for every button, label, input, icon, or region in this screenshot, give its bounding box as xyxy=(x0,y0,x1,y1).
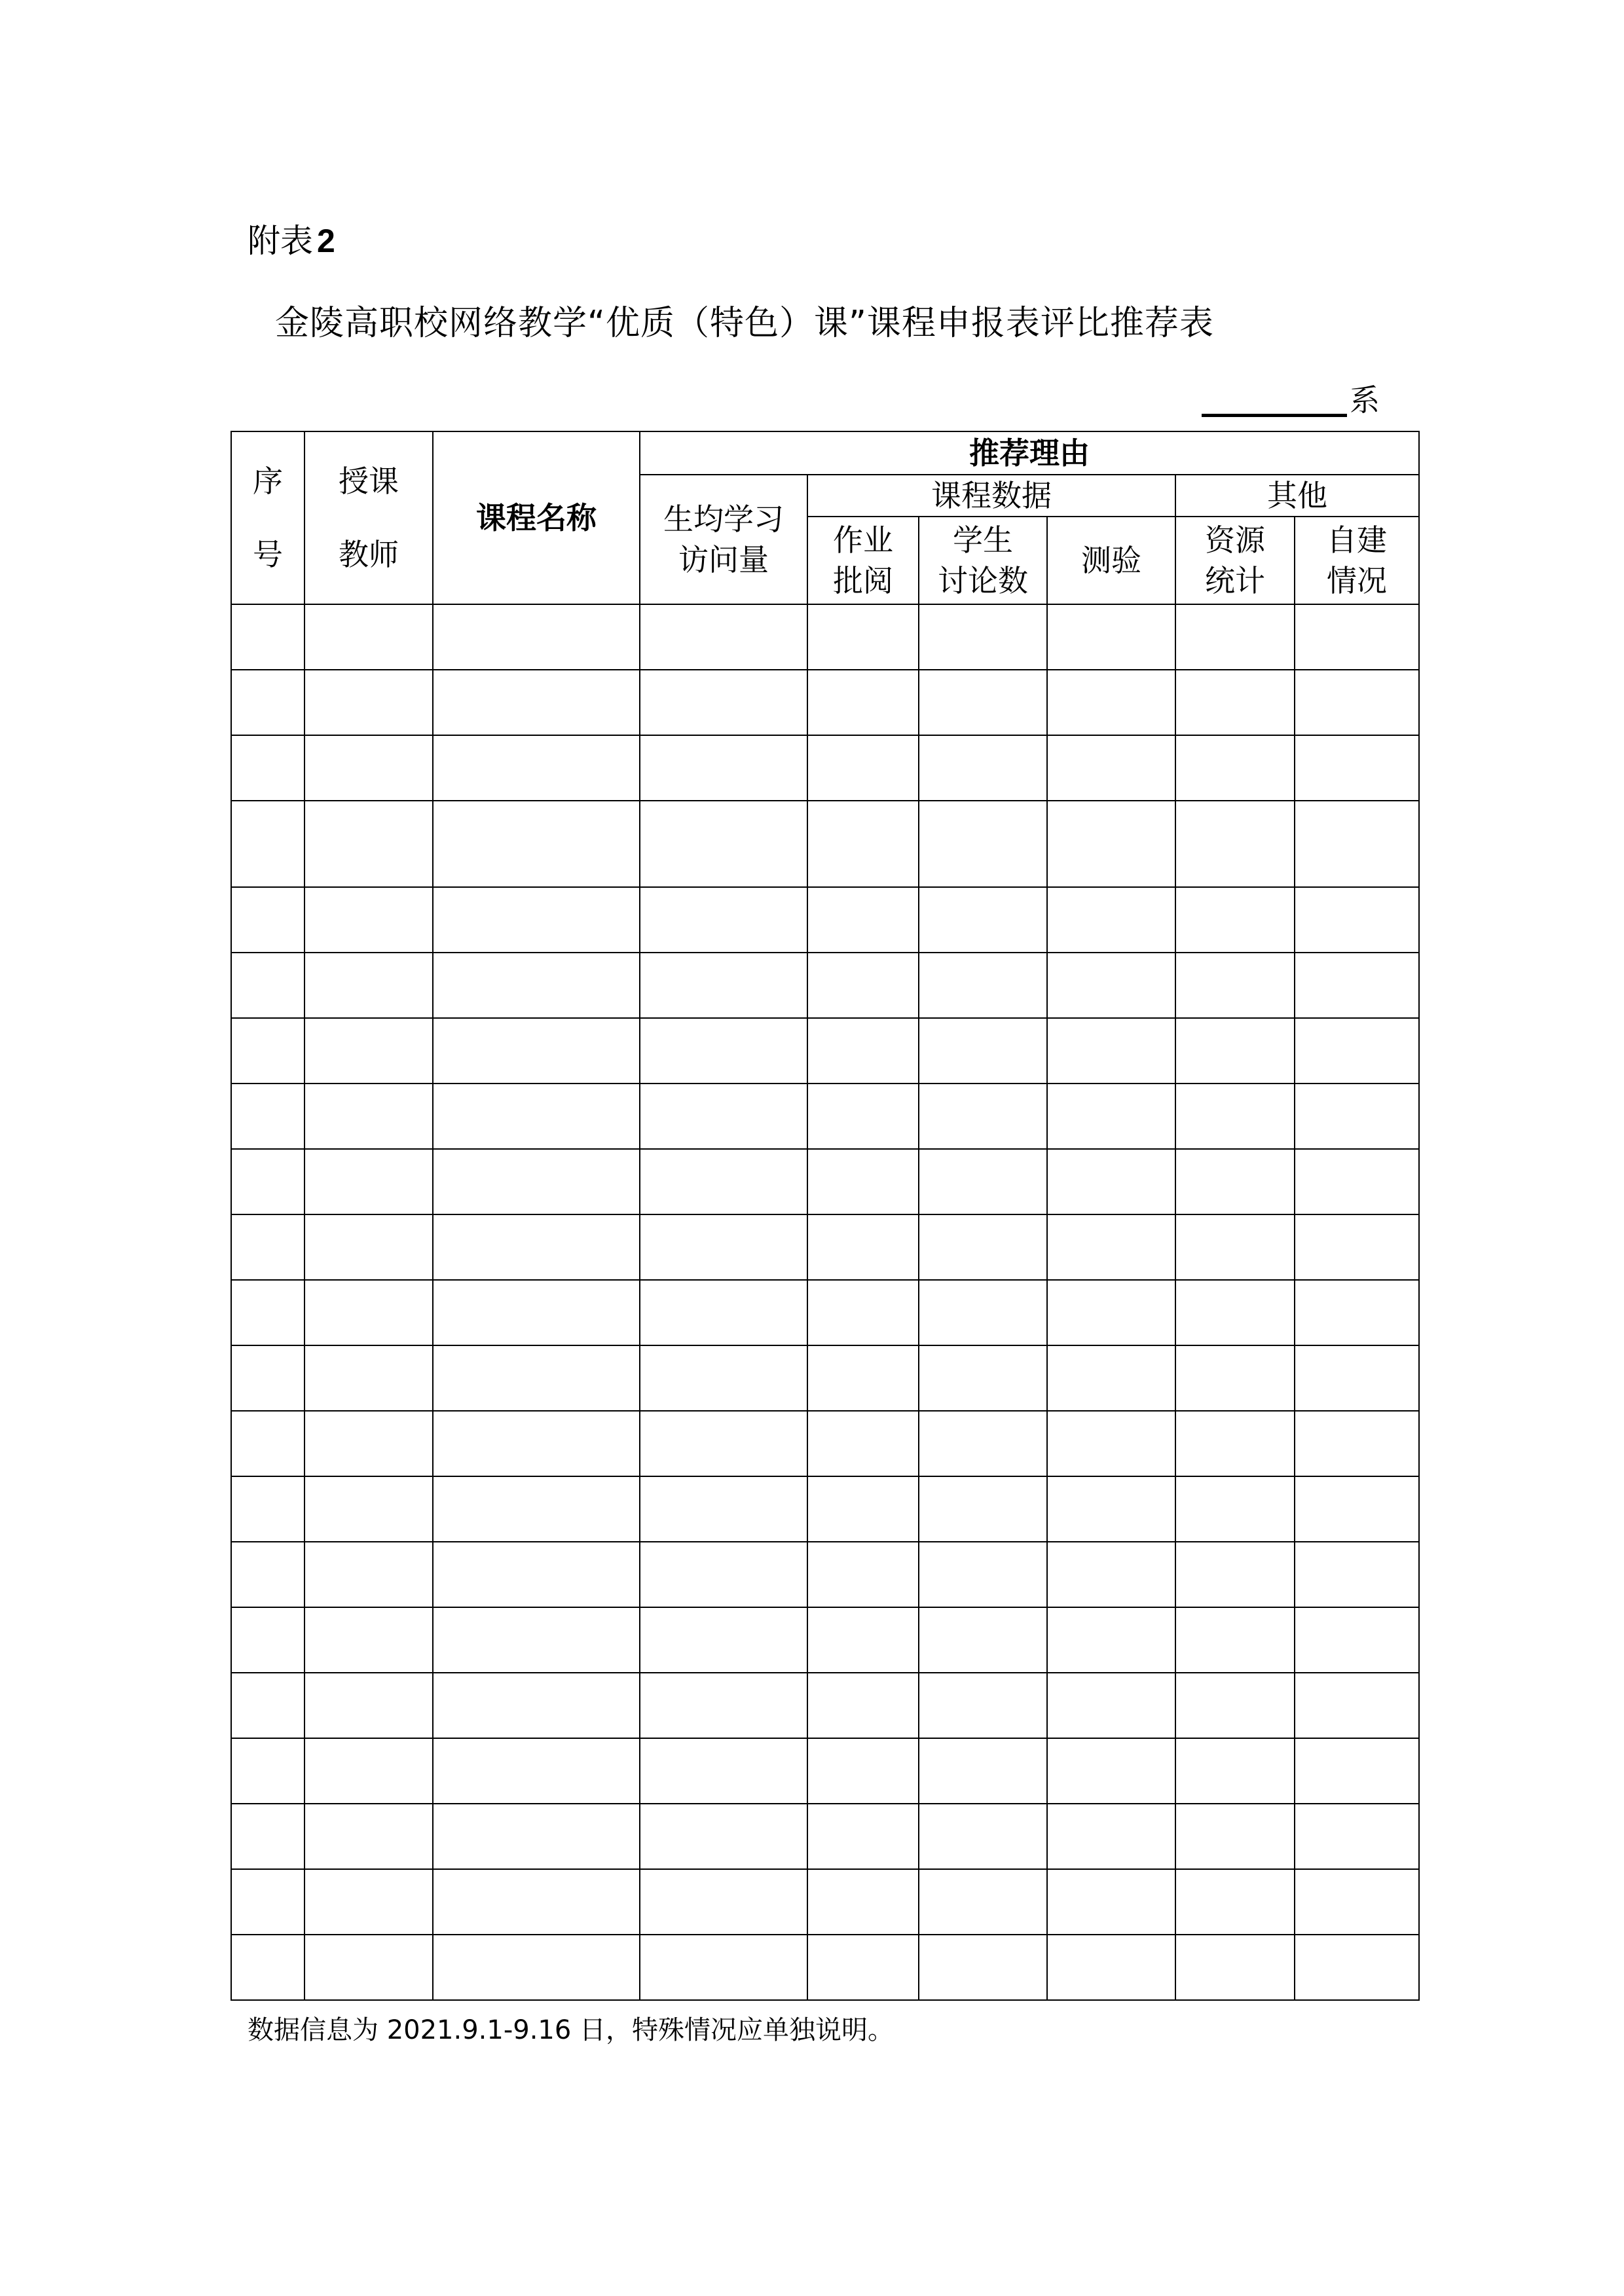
table-cell[interactable] xyxy=(1175,1607,1295,1673)
table-cell[interactable] xyxy=(1047,1476,1175,1542)
table-row xyxy=(231,1476,1419,1542)
table-cell[interactable] xyxy=(433,887,640,953)
table-cell[interactable] xyxy=(231,1673,304,1738)
table-cell[interactable] xyxy=(1047,887,1175,953)
header-self-built: 自建 情况 xyxy=(1295,517,1419,604)
table-cell[interactable] xyxy=(433,1869,640,1935)
table-cell[interactable] xyxy=(304,1018,433,1084)
table-cell[interactable] xyxy=(919,1345,1047,1411)
table-row xyxy=(231,953,1419,1018)
table-cell[interactable] xyxy=(231,1018,304,1084)
table-cell[interactable] xyxy=(1295,1345,1419,1411)
page-title: 金陵高职校网络教学“优质（特色）课”课程申报表评比推荐表 xyxy=(275,304,1214,343)
department-suffix: 系 xyxy=(1350,382,1380,418)
table-cell[interactable] xyxy=(640,670,807,735)
table-cell[interactable] xyxy=(304,1084,433,1149)
table-cell[interactable] xyxy=(1295,953,1419,1018)
table-cell[interactable] xyxy=(640,801,807,887)
table-cell[interactable] xyxy=(807,1542,919,1607)
table-cell[interactable] xyxy=(304,1149,433,1214)
table-cell[interactable] xyxy=(1047,1411,1175,1476)
table-cell[interactable] xyxy=(807,604,919,670)
table-cell[interactable] xyxy=(1295,1214,1419,1280)
table-cell[interactable] xyxy=(231,1280,304,1345)
table-cell[interactable] xyxy=(807,1411,919,1476)
table-cell[interactable] xyxy=(433,1084,640,1149)
table-cell[interactable] xyxy=(231,953,304,1018)
table-cell[interactable] xyxy=(1175,1869,1295,1935)
table-cell[interactable] xyxy=(640,953,807,1018)
table-cell[interactable] xyxy=(1295,1018,1419,1084)
table-cell[interactable] xyxy=(1175,604,1295,670)
table-row xyxy=(231,1280,1419,1345)
table-cell[interactable] xyxy=(640,1280,807,1345)
table-cell[interactable] xyxy=(807,1214,919,1280)
table-cell[interactable] xyxy=(1047,670,1175,735)
table-cell[interactable] xyxy=(807,953,919,1018)
table-cell[interactable] xyxy=(1295,1411,1419,1476)
footnote: 数据信息为 2021.9.1-9.16 日，特殊情况应单独说明。 xyxy=(248,2015,895,2045)
table-cell[interactable] xyxy=(433,1345,640,1411)
table-cell[interactable] xyxy=(304,1214,433,1280)
table-row xyxy=(231,1149,1419,1214)
table-cell[interactable] xyxy=(640,1935,807,2000)
table-cell[interactable] xyxy=(1295,1869,1419,1935)
table-cell[interactable] xyxy=(807,1149,919,1214)
table-cell[interactable] xyxy=(807,670,919,735)
table-cell[interactable] xyxy=(807,1673,919,1738)
header-teacher: 授课 教师 xyxy=(304,431,433,604)
table-cell[interactable] xyxy=(640,735,807,801)
table-cell[interactable] xyxy=(919,953,1047,1018)
table-cell[interactable] xyxy=(919,1804,1047,1869)
table-cell[interactable] xyxy=(1295,1476,1419,1542)
table-cell[interactable] xyxy=(640,604,807,670)
table-row xyxy=(231,1607,1419,1673)
table-cell[interactable] xyxy=(1175,1738,1295,1804)
table-cell[interactable] xyxy=(807,1607,919,1673)
table-cell[interactable] xyxy=(231,887,304,953)
table-cell[interactable] xyxy=(304,953,433,1018)
table-cell[interactable] xyxy=(640,887,807,953)
table-cell[interactable] xyxy=(807,1804,919,1869)
table-row xyxy=(231,604,1419,670)
table-cell[interactable] xyxy=(433,953,640,1018)
table-cell[interactable] xyxy=(919,1411,1047,1476)
table-cell[interactable] xyxy=(304,1607,433,1673)
table-cell[interactable] xyxy=(1175,801,1295,887)
table-cell[interactable] xyxy=(1047,604,1175,670)
table-row xyxy=(231,1542,1419,1607)
table-cell[interactable] xyxy=(433,1935,640,2000)
table-cell[interactable] xyxy=(1047,1280,1175,1345)
table-cell[interactable] xyxy=(919,1149,1047,1214)
table-row xyxy=(231,1804,1419,1869)
table-cell[interactable] xyxy=(1047,1673,1175,1738)
table-row xyxy=(231,1345,1419,1411)
table-cell[interactable] xyxy=(640,1673,807,1738)
table-row xyxy=(231,1214,1419,1280)
table-cell[interactable] xyxy=(433,735,640,801)
table-cell[interactable] xyxy=(1047,1738,1175,1804)
table-cell[interactable] xyxy=(304,1738,433,1804)
recommendation-table xyxy=(231,431,1420,2001)
table-cell[interactable] xyxy=(304,1345,433,1411)
table-cell[interactable] xyxy=(1047,1149,1175,1214)
table-cell[interactable] xyxy=(231,1738,304,1804)
header-course-data: 课程数据 xyxy=(807,475,1175,517)
table-cell[interactable] xyxy=(1175,1411,1295,1476)
table-cell[interactable] xyxy=(231,1607,304,1673)
department-line xyxy=(1202,377,1380,423)
appendix-number: 2 xyxy=(317,223,335,259)
table-cell[interactable] xyxy=(1047,1084,1175,1149)
table-cell[interactable] xyxy=(919,735,1047,801)
table-row xyxy=(231,670,1419,735)
table-cell[interactable] xyxy=(919,1084,1047,1149)
table-cell[interactable] xyxy=(807,1084,919,1149)
table-cell[interactable] xyxy=(1047,1018,1175,1084)
table-cell[interactable] xyxy=(1295,1607,1419,1673)
table-cell[interactable] xyxy=(640,1214,807,1280)
table-cell[interactable] xyxy=(919,1542,1047,1607)
table-cell[interactable] xyxy=(304,1280,433,1345)
table-cell[interactable] xyxy=(640,1738,807,1804)
table-cell[interactable] xyxy=(304,1411,433,1476)
table-cell[interactable] xyxy=(1047,735,1175,801)
table-cell[interactable] xyxy=(1295,801,1419,887)
table-cell[interactable] xyxy=(1295,887,1419,953)
table-cell[interactable] xyxy=(807,801,919,887)
table-cell[interactable] xyxy=(1047,1869,1175,1935)
table-cell[interactable] xyxy=(640,1869,807,1935)
table-cell[interactable] xyxy=(231,604,304,670)
appendix-prefix: 附表 xyxy=(248,222,313,260)
table-cell[interactable] xyxy=(433,670,640,735)
table-cell[interactable] xyxy=(304,604,433,670)
table-cell[interactable] xyxy=(919,1214,1047,1280)
table-row xyxy=(231,801,1419,887)
table-cell[interactable] xyxy=(807,1345,919,1411)
table-cell[interactable] xyxy=(433,1280,640,1345)
table-cell[interactable] xyxy=(1295,1542,1419,1607)
table-cell[interactable] xyxy=(1295,670,1419,735)
table-cell[interactable] xyxy=(304,735,433,801)
table-cell[interactable] xyxy=(919,1935,1047,2000)
table-cell[interactable] xyxy=(1047,1214,1175,1280)
table-cell[interactable] xyxy=(919,1476,1047,1542)
header-other: 其他 xyxy=(1175,475,1419,517)
table-cell[interactable] xyxy=(640,1149,807,1214)
table-cell[interactable] xyxy=(1047,1607,1175,1673)
table-cell[interactable] xyxy=(304,1673,433,1738)
table-cell[interactable] xyxy=(1295,1738,1419,1804)
table-cell[interactable] xyxy=(919,801,1047,887)
table-cell[interactable] xyxy=(304,887,433,953)
table-cell[interactable] xyxy=(1047,1935,1175,2000)
table-row xyxy=(231,1935,1419,2000)
table-cell[interactable] xyxy=(640,1607,807,1673)
table-cell[interactable] xyxy=(1175,670,1295,735)
table-cell[interactable] xyxy=(1175,953,1295,1018)
header-course-name: 课程名称 xyxy=(433,431,640,604)
table-cell[interactable] xyxy=(231,1411,304,1476)
table-cell[interactable] xyxy=(640,1018,807,1084)
header-resource-stats: 资源 统计 xyxy=(1175,517,1295,604)
table-cell[interactable] xyxy=(433,1214,640,1280)
table-cell[interactable] xyxy=(1175,1542,1295,1607)
table-cell[interactable] xyxy=(1175,1084,1295,1149)
table-cell[interactable] xyxy=(919,670,1047,735)
table-cell[interactable] xyxy=(1047,1542,1175,1607)
table-cell[interactable] xyxy=(433,1804,640,1869)
table-cell[interactable] xyxy=(1295,1935,1419,2000)
table-cell[interactable] xyxy=(433,1149,640,1214)
table-cell[interactable] xyxy=(919,1607,1047,1673)
table-cell[interactable] xyxy=(1175,887,1295,953)
header-quiz: 测验 xyxy=(1047,517,1175,604)
table-cell[interactable] xyxy=(231,801,304,887)
table-row xyxy=(231,1738,1419,1804)
table-cell[interactable] xyxy=(919,1738,1047,1804)
table-row xyxy=(231,735,1419,801)
table-cell[interactable] xyxy=(433,1738,640,1804)
table-cell[interactable] xyxy=(1175,1280,1295,1345)
table-cell[interactable] xyxy=(919,1018,1047,1084)
table-cell[interactable] xyxy=(304,1935,433,2000)
table-cell[interactable] xyxy=(807,1869,919,1935)
header-homework-review: 作业 批阅 xyxy=(807,517,919,604)
table-cell[interactable] xyxy=(807,1280,919,1345)
table-cell[interactable] xyxy=(433,1476,640,1542)
table-cell[interactable] xyxy=(433,1018,640,1084)
table-cell[interactable] xyxy=(807,1935,919,2000)
table-row xyxy=(231,1869,1419,1935)
table-cell[interactable] xyxy=(1295,1084,1419,1149)
table-cell[interactable] xyxy=(807,1018,919,1084)
table-cell[interactable] xyxy=(304,1542,433,1607)
table-cell[interactable] xyxy=(640,1411,807,1476)
table-cell[interactable] xyxy=(1295,1149,1419,1214)
table-cell[interactable] xyxy=(231,670,304,735)
table-cell[interactable] xyxy=(433,1607,640,1673)
table-cell[interactable] xyxy=(919,1673,1047,1738)
table-row xyxy=(231,1018,1419,1084)
header-avg-visits: 生均学习 访问量 xyxy=(640,475,807,604)
table-cell[interactable] xyxy=(1175,1673,1295,1738)
table-cell[interactable] xyxy=(640,1542,807,1607)
table-cell[interactable] xyxy=(1175,735,1295,801)
table-cell[interactable] xyxy=(304,670,433,735)
table-cell[interactable] xyxy=(231,1869,304,1935)
table-cell[interactable] xyxy=(231,1542,304,1607)
table-cell[interactable] xyxy=(231,1149,304,1214)
table-cell[interactable] xyxy=(1175,1804,1295,1869)
header-student-discussions: 学生 讨论数 xyxy=(919,517,1047,604)
table-row xyxy=(231,1411,1419,1476)
table-cell[interactable] xyxy=(304,1869,433,1935)
table-cell[interactable] xyxy=(1047,1345,1175,1411)
table-cell[interactable] xyxy=(919,1280,1047,1345)
table-cell[interactable] xyxy=(231,1804,304,1869)
table-cell[interactable] xyxy=(807,1476,919,1542)
table-cell[interactable] xyxy=(919,887,1047,953)
table-cell[interactable] xyxy=(433,604,640,670)
header-recommend-reason: 推荐理由 xyxy=(640,431,1419,475)
table-cell[interactable] xyxy=(433,1411,640,1476)
table-cell[interactable] xyxy=(1295,1804,1419,1869)
department-blank xyxy=(1202,377,1347,417)
table-cell[interactable] xyxy=(304,1476,433,1542)
table-cell[interactable] xyxy=(433,801,640,887)
table-row xyxy=(231,1673,1419,1738)
table-cell[interactable] xyxy=(231,735,304,801)
table-body xyxy=(231,604,1419,2000)
table-cell[interactable] xyxy=(640,1084,807,1149)
table-cell[interactable] xyxy=(807,1738,919,1804)
table-row xyxy=(231,1084,1419,1149)
table-cell[interactable] xyxy=(1295,604,1419,670)
table-cell[interactable] xyxy=(231,1214,304,1280)
table-cell[interactable] xyxy=(640,1345,807,1411)
table-cell[interactable] xyxy=(1175,1476,1295,1542)
table-cell[interactable] xyxy=(1175,1935,1295,2000)
table-cell[interactable] xyxy=(1295,735,1419,801)
table-cell[interactable] xyxy=(807,735,919,801)
table-cell[interactable] xyxy=(433,1673,640,1738)
header-seq: 序 号 xyxy=(231,431,304,604)
table-cell[interactable] xyxy=(919,1869,1047,1935)
table-row xyxy=(231,887,1419,953)
table-cell[interactable] xyxy=(304,801,433,887)
appendix-label xyxy=(248,215,335,267)
table-cell[interactable] xyxy=(807,887,919,953)
table-cell[interactable] xyxy=(304,1804,433,1869)
table-cell[interactable] xyxy=(1175,1149,1295,1214)
table-cell[interactable] xyxy=(640,1804,807,1869)
table-cell[interactable] xyxy=(1047,801,1175,887)
table-cell[interactable] xyxy=(640,1476,807,1542)
table-cell[interactable] xyxy=(231,1476,304,1542)
table-cell[interactable] xyxy=(433,1542,640,1607)
table-cell[interactable] xyxy=(1175,1345,1295,1411)
table-cell[interactable] xyxy=(1175,1018,1295,1084)
table-cell[interactable] xyxy=(231,1345,304,1411)
table-cell[interactable] xyxy=(919,604,1047,670)
table-cell[interactable] xyxy=(1047,1804,1175,1869)
table-cell[interactable] xyxy=(1175,1214,1295,1280)
table-cell[interactable] xyxy=(1047,953,1175,1018)
table-cell[interactable] xyxy=(231,1084,304,1149)
table-cell[interactable] xyxy=(231,1935,304,2000)
table-cell[interactable] xyxy=(1295,1280,1419,1345)
table-cell[interactable] xyxy=(1295,1673,1419,1738)
